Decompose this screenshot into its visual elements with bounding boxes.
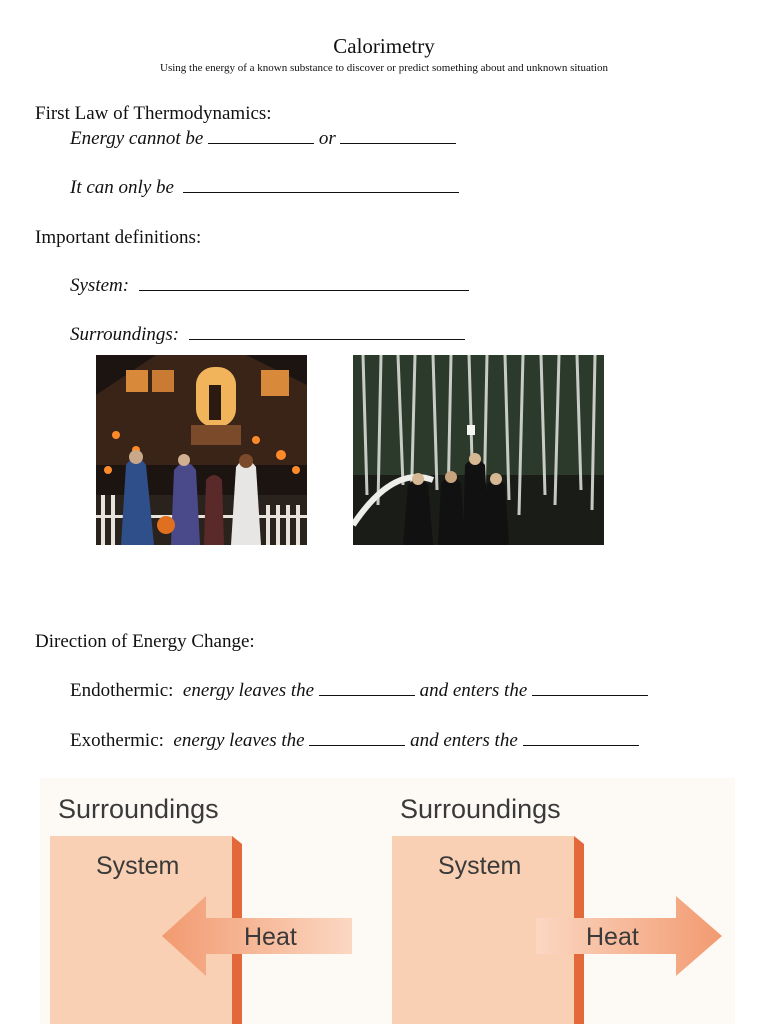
direction-heading: Direction of Energy Change: [35,631,255,652]
first-law-line-1-text-a: Energy cannot be [70,128,204,149]
endothermic-line [70,680,648,702]
blank-line[interactable] [183,177,459,193]
blank-line[interactable] [319,680,415,696]
blank-line[interactable] [309,730,405,746]
endothermic-label: Endothermic: [70,680,174,701]
exothermic-text-a: energy leaves the [173,730,305,751]
first-law-line-2 [70,177,459,199]
first-law-line-1-text-b: or [318,128,336,149]
exothermic-line [70,730,639,752]
surroundings-definition-line [70,324,465,346]
heat-flow-diagrams [40,778,735,1024]
blank-line[interactable] [208,128,314,144]
page-subtitle: Using the energy of a known substance to discover or predict something about and unknown situation [160,62,608,74]
surroundings-label: Surroundings: [70,324,180,345]
endothermic-text-b: and enters the [419,680,528,701]
left-heat-label: Heat [244,923,297,951]
first-law-line-2-text: It can only be [70,177,174,198]
right-surroundings-label: Surroundings [400,794,561,824]
blank-line[interactable] [189,324,465,340]
left-system-label: System [96,852,180,880]
first-law-line-1 [70,128,456,150]
exothermic-label: Exothermic: [70,730,164,751]
endothermic-text-a: energy leaves the [182,680,315,701]
exothermic-text-b: and enters the [410,730,518,751]
heat-flow-diagrams-svg [40,778,735,1024]
blank-line[interactable] [139,275,469,291]
first-law-heading: First Law of Thermodynamics: [35,103,272,124]
blank-line[interactable] [532,680,648,696]
photo-toilet-paper-trees [353,355,604,545]
definitions-heading: Important definitions: [35,227,202,248]
blank-line[interactable] [523,730,639,746]
photo-trick-or-treaters [96,355,307,545]
page-title: Calorimetry [333,34,435,58]
right-system-label: System [438,852,522,880]
system-label: System: [70,275,130,296]
blank-line[interactable] [340,128,456,144]
left-surroundings-label: Surroundings [58,794,219,824]
system-definition-line [70,275,469,297]
right-heat-label: Heat [586,923,639,951]
